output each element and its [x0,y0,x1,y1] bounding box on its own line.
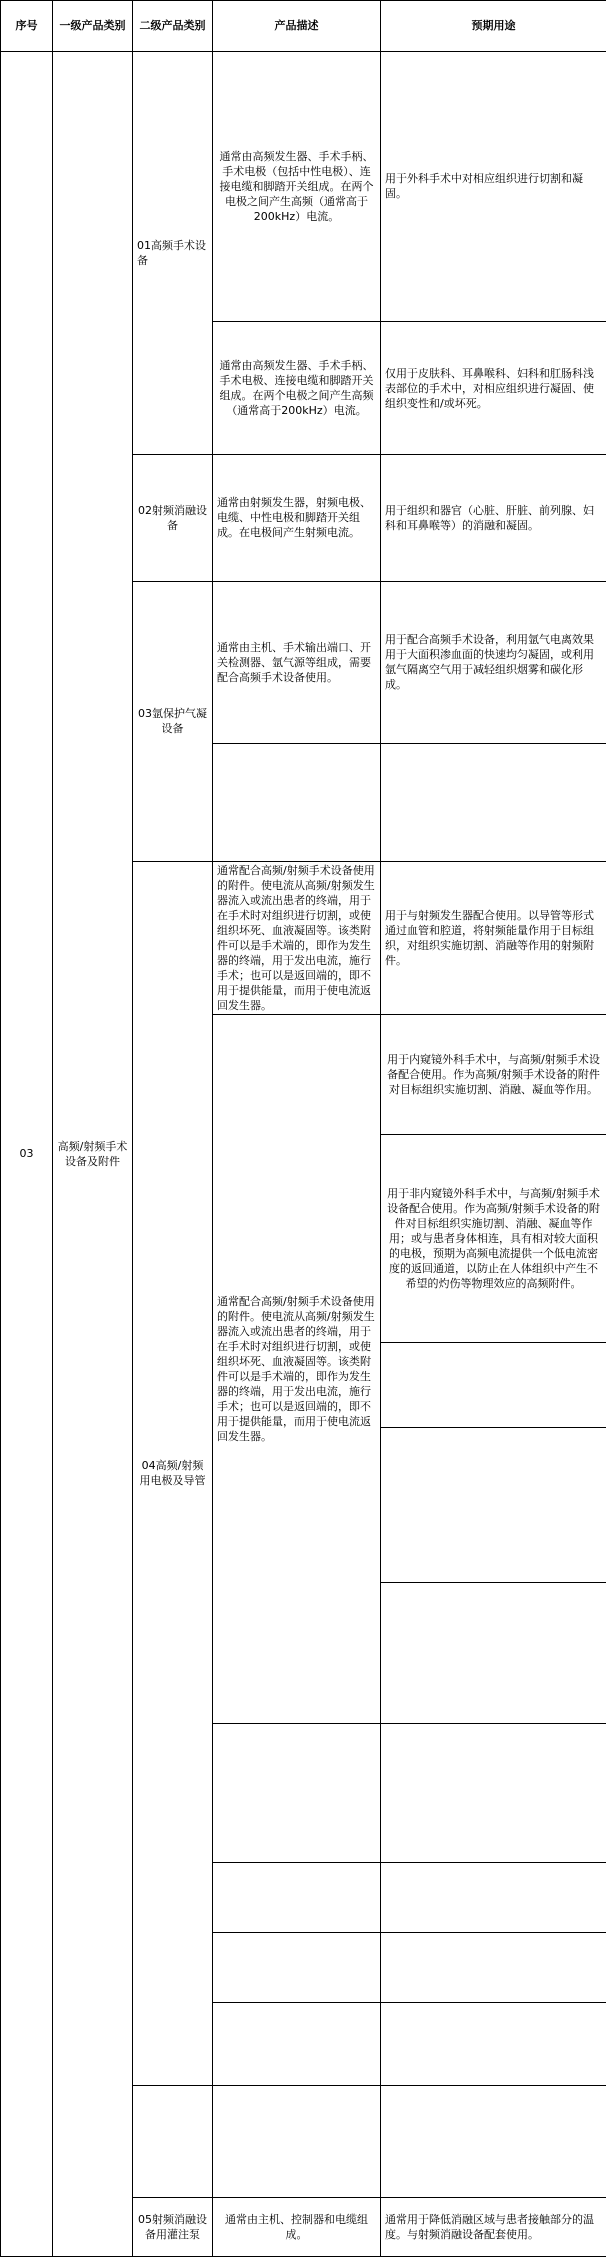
description-cell: 通常由主机、手术输出端口、开关检测器、氩气源等组成，需要配合高频手术设备使用。 [213,581,381,744]
empty-cell [213,2003,381,2085]
empty-cell [381,744,606,861]
description-cell: 通常由高频发生器、手术手柄、手术电极（包括中性电极）、连接电缆和脚踏开关组成。在两个电极之间产生高频（通常高于200kHz）电流。 [213,51,381,321]
intended-use-cell: 用于与射频发生器配合使用。以导管等形式通过血管和腔道，将射频能量作用于目标组织，对组织实施切割、消融等作用的射频附件。 [381,861,606,1015]
header-description: 产品描述 [213,1,381,52]
intended-use-cell: 用于内窥镜外科手术中，与高频/射频手术设备配合使用。作为高频/射频手术设备的附件对目标组织实施切割、消融、凝血等作用。 [381,1015,606,1134]
description-cell: 通常配合高频/射频手术设备使用的附件。使电流从高频/射频发生器流入或流出患者的终端，用于在手术时对组织进行切割，或使组织坏死、血液凝固等。该类附件可以是手术端的，即作为发生器的终端，用于发出电流，施行手术；也可以是返回端的，即不用于提供能量，而用于使电流返回发生器。 [213,861,381,1015]
empty-cell [381,2003,606,2085]
header-category-2: 二级产品类别 [133,1,213,52]
empty-cell [213,744,381,861]
empty-cell [381,1933,606,2003]
intended-use-cell: 用于外科手术中对相应组织进行切割和凝固。 [381,51,606,321]
intended-use-cell: 用于组织和器官（心脏、肝脏、前列腺、妇科和耳鼻喉等）的消融和凝固。 [381,455,606,581]
header-category-1: 一级产品类别 [53,1,133,52]
empty-cell [213,1933,381,2003]
description-cell: 通常由射频发生器，射频电极、电缆、中性电极和脚踏开关组成。在电极间产生射频电流。 [213,455,381,581]
category-2-cell: 01高频手术设备 [133,51,213,454]
empty-cell [213,1724,381,1863]
header-no: 序号 [1,1,53,52]
description-cell: 通常由高频发生器、手术手柄、手术电极、连接电缆和脚踏开关组成。在两个电极之间产生高频（通常高于200kHz）电流。 [213,321,381,454]
description-cell: 通常由主机、控制器和电缆组成。 [213,2197,381,2256]
intended-use-cell: 通常用于降低消融区域与患者接触部分的温度。与射频消融设备配套使用。 [381,2197,606,2256]
empty-cell [381,1724,606,1863]
empty-cell [381,1427,606,1582]
header-intended-use: 预期用途 [381,1,606,52]
empty-cell [381,1343,606,1428]
category-2-cell: 04高频/射频用电极及导管 [133,861,213,2085]
intended-use-cell: 仅用于皮肤科、耳鼻喉科、妇科和肛肠科浅表部位的手术中，对相应组织进行凝固、使组织变性和/或坏死。 [381,321,606,454]
empty-cell [133,2085,213,2197]
table-row [1,51,606,321]
empty-cell [381,1862,606,1932]
category-2-cell: 03氩保护气凝设备 [133,581,213,861]
category-2-cell: 02射频消融设备 [133,455,213,581]
empty-cell [381,1582,606,1724]
description-cell: 通常配合高频/射频手术设备使用的附件。使电流从高频/射频发生器流入或流出患者的终端，用于在手术时对组织进行切割，或使组织坏死、血液凝固等。该类附件可以是手术端的，即作为发生器的终端，用于发出电流，施行手术；也可以是返回端的，即不用于提供能量，而用于使电流返回发生器。 [213,1015,381,1724]
intended-use-cell: 用于配合高频手术设备，利用氩气电离效果用于大面积渗血面的快速均匀凝固，或利用氩气隔离空气用于减轻组织烟雾和碳化形成。 [381,581,606,744]
empty-cell [213,1862,381,1932]
group-category-1: 高频/射频手术设备及附件 [53,51,133,2256]
category-2-cell: 05射频消融设备用灌注泵 [133,2197,213,2256]
intended-use-cell: 用于非内窥镜外科手术中，与高频/射频手术设备配合使用。作为高频/射频手术设备的附件对目标组织实施切割、消融、凝血等作用；或与患者身体相连，具有相对较大面积的电极，预期为高频电流提供一个低电流密度的返回通道，以防止在人体组织中产生不希望的灼伤等物理效应的高频附件。 [381,1134,606,1343]
empty-cell [213,2085,381,2197]
header-row [1,1,606,52]
group-number: 03 [1,51,53,2256]
